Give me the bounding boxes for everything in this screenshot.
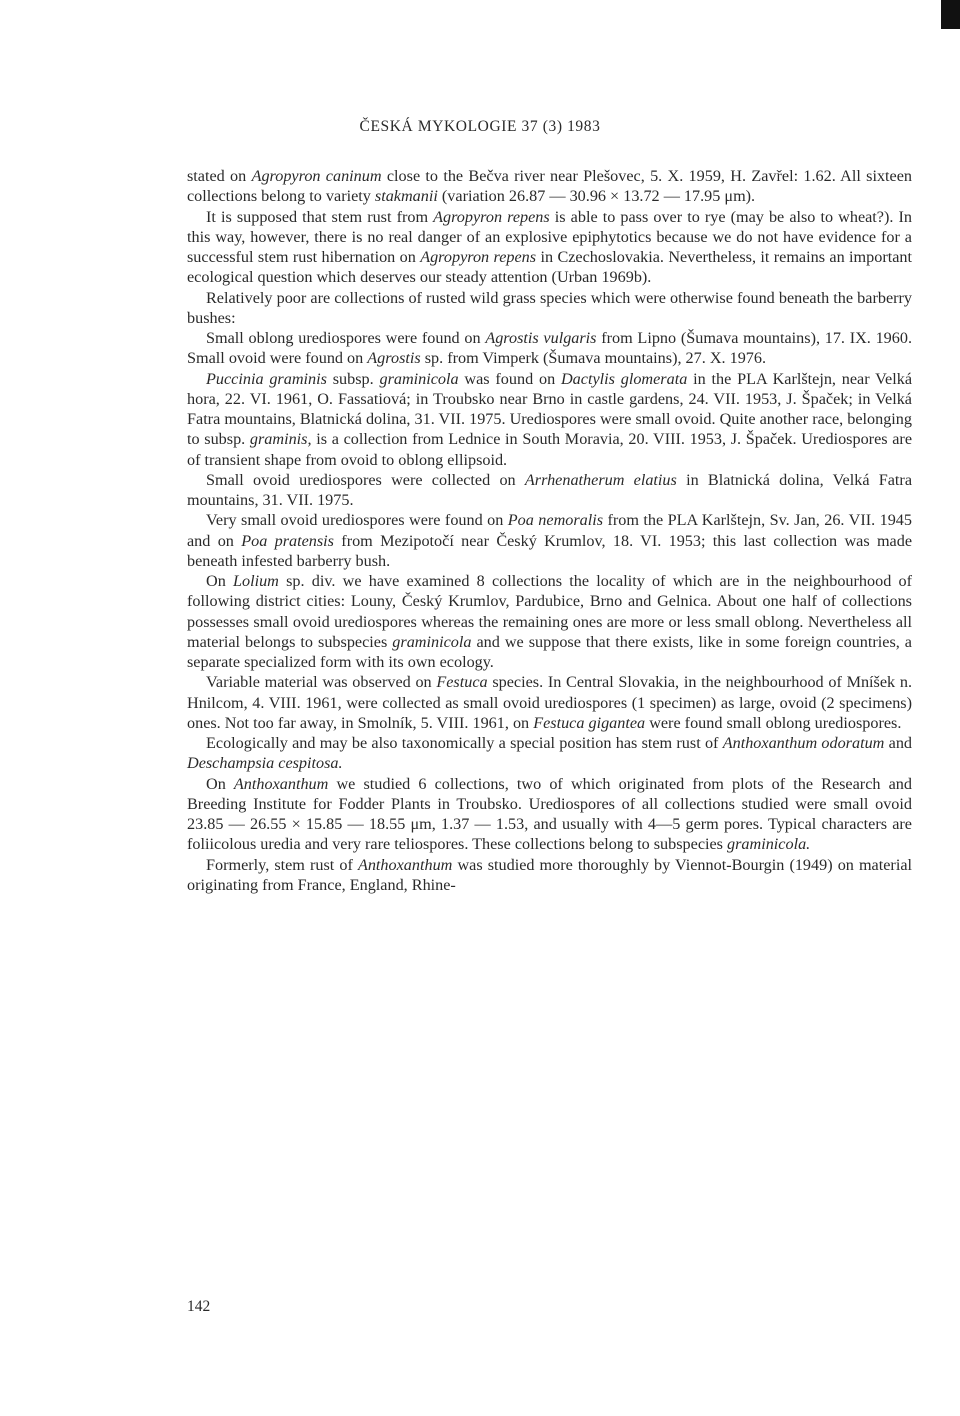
text-run: is able to pass over to rye (may be also to wheat?). In this way, however, there is no real danger of an explosive epiphytotics because we do not have evidence for a successful stem rust hibernation on <box>187 207 912 266</box>
paragraph <box>187 328 912 369</box>
italic-taxon: Poa nemoralis <box>507 511 604 530</box>
text-run: was found on <box>458 369 561 388</box>
italic-taxon: graminicola <box>392 632 472 651</box>
italic-taxon: Lolium <box>233 572 279 590</box>
text-run: subsp. <box>326 369 380 388</box>
italic-taxon: Dactylis glomerata <box>560 369 688 388</box>
text-run: Very small ovoid urediospores were found on <box>206 511 508 530</box>
italic-taxon: Agropyron repens <box>433 207 550 226</box>
paragraph <box>187 288 912 329</box>
paragraph <box>187 510 912 571</box>
italic-taxon: Anthoxanthum odoratum <box>722 734 885 752</box>
italic-taxon: Anthoxanthum <box>357 855 453 874</box>
text-run: and we suppose that there exists, like in some foreign countries, a separate specialized form with its own ecology. <box>187 632 912 671</box>
text-run: On <box>206 572 233 590</box>
paragraph <box>187 571 912 672</box>
text-run: Variable material was observed on <box>206 673 437 692</box>
text-run: from the PLA Karlštejn, Sv. Jan, 26. VII. 1945 and on <box>187 511 912 550</box>
paragraph <box>187 733 912 774</box>
italic-taxon: Festuca <box>436 673 488 692</box>
paragraph <box>187 774 912 855</box>
paragraph <box>187 672 912 733</box>
text-run: It is supposed that stem rust from <box>206 207 434 226</box>
paragraph <box>187 470 912 511</box>
italic-taxon: Agrostis vulgaris <box>485 329 597 347</box>
running-header: ČESKÁ MYKOLOGIE 37 (3) 1983 <box>359 118 601 135</box>
text-run: was studied more thoroughly by Viennot-Bourgin (1949) on material originating from France, England, Rhine- <box>187 855 912 894</box>
text-run: species. In Central Slovakia, in the neighbourhood of Mníšek n. Hnilcom, 4. VIII. 1961, were collected as small ovoid urediospores (1 specimen) as large, ovoid (2 specimens) ones. Not too far away, in Smolník, 5. VIII. 1961, on <box>187 673 912 732</box>
italic-taxon: Agropyron caninum <box>251 167 382 185</box>
paragraph <box>187 855 912 896</box>
paragraph <box>187 166 912 207</box>
text-run: in Blatnická dolina, Velká Fatra mountains, 31. VII. 1975. <box>187 470 913 509</box>
italic-taxon: graminis, <box>249 430 312 449</box>
italic-taxon: Festuca gigantea <box>533 713 646 732</box>
italic-taxon: Arrhenatherum elatius <box>524 470 677 489</box>
page-number: 142 <box>187 1298 211 1315</box>
text-run: in Czechoslovakia. Nevertheless, it remains an important ecological question which deserves our steady attention (Urban 1969b). <box>187 248 912 287</box>
italic-taxon: Agrostis <box>367 349 421 368</box>
italic-taxon: graminicola. <box>727 835 811 854</box>
paragraph <box>187 207 912 288</box>
body-text <box>187 166 912 895</box>
text-run: Formerly, stem rust of <box>206 855 358 874</box>
text-run: Relatively poor are collections of rusted wild grass species which were otherwise found beneath the barberry bushes: <box>187 288 912 327</box>
italic-taxon: Deschampsia cespitosa. <box>187 754 343 773</box>
text-run: were found small oblong urediospores. <box>645 713 902 732</box>
italic-taxon: stakmanii <box>374 187 438 206</box>
text-run: is a collection from Lednice in South Moravia, 20. VIII. 1953, J. Špaček. Urediospores are of transient shape from ovoid to oblong ellipsoid. <box>187 430 912 469</box>
italic-taxon: Agropyron repens <box>420 248 537 266</box>
italic-taxon: Poa pratensis <box>241 531 334 550</box>
text-run: stated on <box>187 167 252 185</box>
text-run: Small oblong urediospores were found on <box>206 329 486 347</box>
italic-taxon: graminicola <box>379 369 459 388</box>
text-run: Ecologically and may be also taxonomically a special position has stem rust of <box>206 734 723 752</box>
text-run: sp. div. we have examined 8 collections the locality of which are in the neighbourhood of following district cities: Louny, Český Krumlov, Pardubice, Brno and Gelnica. About one half of collections possesses small ovoid urediospores whereas the remaining ones are more or less small oblong. Nevertheless all material belongs to subspecies <box>187 572 912 651</box>
text-run: and <box>884 734 913 752</box>
text-run: Small ovoid urediospores were collected on <box>206 470 525 489</box>
text-run: we studied 6 collections, two of which originated from plots of the Research and Breeding Institute for Fodder Plants in Troubsko. Urediospores of all collections studied were small ovoid 23.85 — 26.55 × 15.85 — 18.55 μm, 1.37 — 1.53, and usually with 4—5 germ pores. Typical characters are foliicolous uredia and very rare teliospores. These collections belong to subspecies <box>187 774 912 854</box>
text-run: close to the Bečva river near Plešovec, 5. X. 1959, H. Zavřel: 1.62. All sixteen collections belong to variety <box>187 167 912 206</box>
text-run: On <box>206 774 234 793</box>
italic-taxon: Anthoxanthum <box>233 774 329 793</box>
text-run: (variation 26.87 — 30.96 × 13.72 — 17.95 μm). <box>437 187 756 206</box>
paragraph <box>187 369 912 470</box>
text-run: sp. from Vimperk (Šumava mountains), 27. X. 1976. <box>420 349 767 368</box>
text-run: in the PLA Karlštejn, near Velká hora, 22. VI. 1961, O. Fassatiová; in Troubsko near Brno in castle gardens, 24. VII. 1953, J. Špaček; in Velká Fatra mountains, Blatnická dolina, 31. VII. 1975. Urediospores were small ovoid. Quite another race, belonging to subsp. <box>187 369 912 449</box>
text-run: from Mezipotočí near Český Krumlov, 18. VI. 1953; this last collection was made beneath infested barberry bush. <box>187 531 913 570</box>
italic-taxon: Puccinia graminis <box>206 369 327 388</box>
scan-corner-mark <box>941 0 960 29</box>
text-run: from Lipno (Šumava mountains), 17. IX. 1960. Small ovoid were found on <box>187 329 913 368</box>
